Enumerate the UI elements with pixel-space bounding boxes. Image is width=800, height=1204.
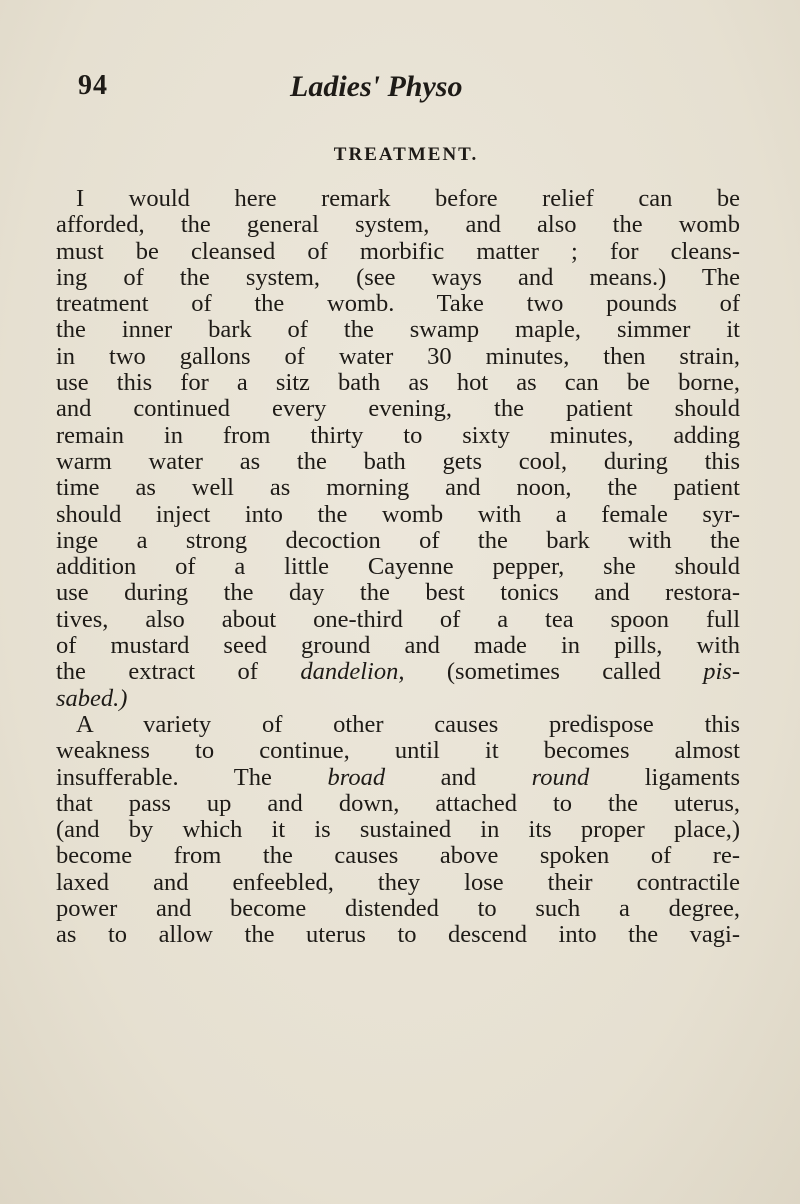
text-line: sabed.) <box>56 684 128 712</box>
text-line: use during the day the best tonics and restora- <box>56 579 740 607</box>
page-number: 94 <box>78 70 108 101</box>
text-line: inge a strong decoction of the bark with the <box>56 526 740 554</box>
text-line: must be cleansed of morbific matter ; for cleans- <box>56 237 740 265</box>
text-line: and continued every evening, the patient should <box>56 395 740 423</box>
text-line <box>56 765 740 791</box>
text-line: that pass up and down, attached to the uterus, <box>56 789 740 817</box>
text-line: should inject into the womb with a female syr- <box>56 500 740 528</box>
page-header <box>78 70 698 120</box>
text-line: time as well as morning and noon, the patient <box>56 474 740 502</box>
text-line: weakness to continue, until it becomes almost <box>56 737 740 765</box>
italic-term: broad <box>327 763 386 791</box>
text-line: become from the causes above spoken of re- <box>56 842 740 870</box>
italic-term: dandelion, <box>300 658 405 686</box>
text-line <box>56 659 740 685</box>
text-line: as to allow the uterus to descend into the vagi- <box>56 921 740 949</box>
text-line: ing of the system, (see ways and means.) The <box>56 263 740 291</box>
text-line: (and by which it is sustained in its proper place,) <box>56 816 740 844</box>
text-line: treatment of the womb. Take two pounds of <box>56 290 740 318</box>
text-line: remain in from thirty to sixty minutes, adding <box>56 421 740 449</box>
text-line: I would here remark before relief can be <box>76 185 740 212</box>
text-line: A variety of other causes predispose this <box>76 710 740 738</box>
text-line: addition of a little Cayenne pepper, she should <box>56 553 740 581</box>
text-segment: ligaments <box>589 763 741 791</box>
text-line: in two gallons of water 30 minutes, then strain, <box>56 342 740 370</box>
italic-term: pis- <box>703 658 740 686</box>
text-line: tives, also about one-third of a tea spoon full <box>56 605 740 633</box>
text-line: of mustard seed ground and made in pills, with <box>56 632 740 660</box>
text-segment: the extract of <box>56 658 301 686</box>
section-heading: TREATMENT. <box>333 144 479 165</box>
text-line: afforded, the general system, and also the womb <box>56 211 740 239</box>
running-title: Ladies' Physo <box>290 70 463 103</box>
text-segment: insufferable. The <box>56 763 328 791</box>
text-line: warm water as the bath gets cool, during this <box>56 447 740 475</box>
text-segment: (sometimes called <box>404 658 704 686</box>
text-segment: and <box>385 763 532 791</box>
text-line: use this for a sitz bath as hot as can be borne, <box>56 369 740 397</box>
body-text <box>56 186 740 949</box>
text-line: power and become distended to such a degree, <box>56 895 740 923</box>
text-line: laxed and enfeebled, they lose their contractile <box>56 868 740 896</box>
text-line: the inner bark of the swamp maple, simmer it <box>56 316 740 344</box>
italic-term: round <box>531 763 590 791</box>
